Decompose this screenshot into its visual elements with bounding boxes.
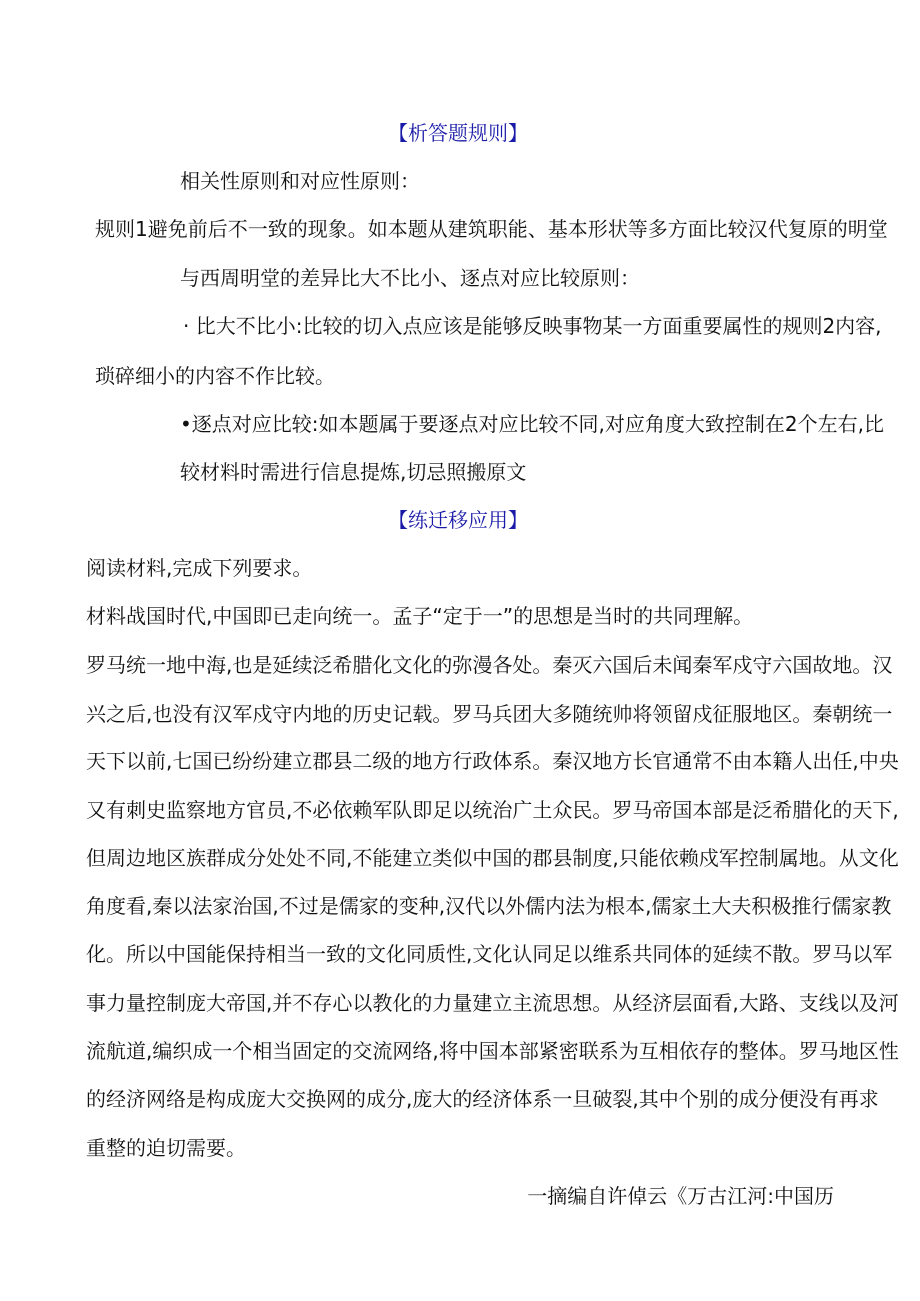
instruction-text: 阅读材料,完成下列要求。 bbox=[86, 556, 313, 580]
material-line: 但周边地区族群成分处处不同,不能建立类似中国的郡县制度,只能依赖戍军控制属地。从文化 bbox=[86, 846, 899, 870]
bullet2-line2: 较材料时需进行信息提炼,切忌照搬原文 bbox=[180, 460, 527, 484]
material-line: 罗马统一地中海,也是延续泛希腊化文化的弥漫各处。秦灭六国后未闻秦军戍守六国故地。汉 bbox=[86, 653, 893, 677]
section-title-practice: 【练迁移应用】 bbox=[388, 508, 528, 532]
material-line: 重整的迫切需要。 bbox=[86, 1136, 246, 1160]
bullet2-line1: •逐点对应比较:如本题属于要逐点对应比较不同,对应角度大致控制在2个左右,比 bbox=[180, 412, 884, 436]
rules-intro: 相关性原则和对应性原则： bbox=[180, 169, 420, 193]
material-line: 角度看,秦以法家治国,不过是儒家的变种,汉代以外儒内法为根本,儒家土大夫积极推行儒家教 bbox=[86, 894, 892, 918]
material-line: 事力量控制庞大帝国,并不存心以教化的力量建立主流思想。从经济层面看,大路、支线以及河 bbox=[86, 991, 899, 1015]
rule1-line2: 与西周明堂的差异比大不比小、逐点对应比较原则： bbox=[180, 266, 640, 290]
material-intro: 材料战国时代,中国即已走向统一。孟子“定于一”的思想是当时的共同理解。 bbox=[86, 604, 754, 628]
rule1-line1: 规则1避免前后不一致的现象。如本题从建筑职能、基本形状等多方面比较汉代复原的明堂 bbox=[95, 217, 888, 241]
bullet1-line2: 琐碎细小的内容不作比较。 bbox=[95, 364, 335, 388]
material-line: 又有刺史监察地方官员,不必依赖军队即足以统治广土众民。罗马帝国本部是泛希腊化的天下, bbox=[86, 798, 899, 822]
material-line: 兴之后,也没有汉军戍守内地的历史记载。罗马兵团大多随统帅将领留戍征服地区。秦朝统一 bbox=[86, 702, 893, 726]
section-title-rules: 【析答题规则】 bbox=[388, 121, 528, 145]
source-citation: 一摘编自许倬云《万古江河:中国历 bbox=[527, 1184, 834, 1208]
material-line: 天下以前,七国已纷纷建立郡县二级的地方行政体系。秦汉地方长官通常不由本籍人出任,中央 bbox=[86, 749, 899, 773]
material-line: 流航道,编织成一个相当固定的交流网络,将中国本部紧密联系为互相依存的整体。罗马地区性 bbox=[86, 1039, 899, 1063]
material-line: 的经济网络是构成庞大交换网的成分,庞大的经济体系一旦破裂,其中个别的成分便没有再求 bbox=[86, 1087, 879, 1111]
material-line: 化。所以中国能保持相当一致的文化同质性,文化认同足以维系共同体的延续不散。罗马以军 bbox=[86, 942, 893, 966]
bullet1-line1: · 比大不比小:比较的切入点应该是能够反映事物某一方面重要属性的规则2内容, bbox=[183, 314, 882, 338]
